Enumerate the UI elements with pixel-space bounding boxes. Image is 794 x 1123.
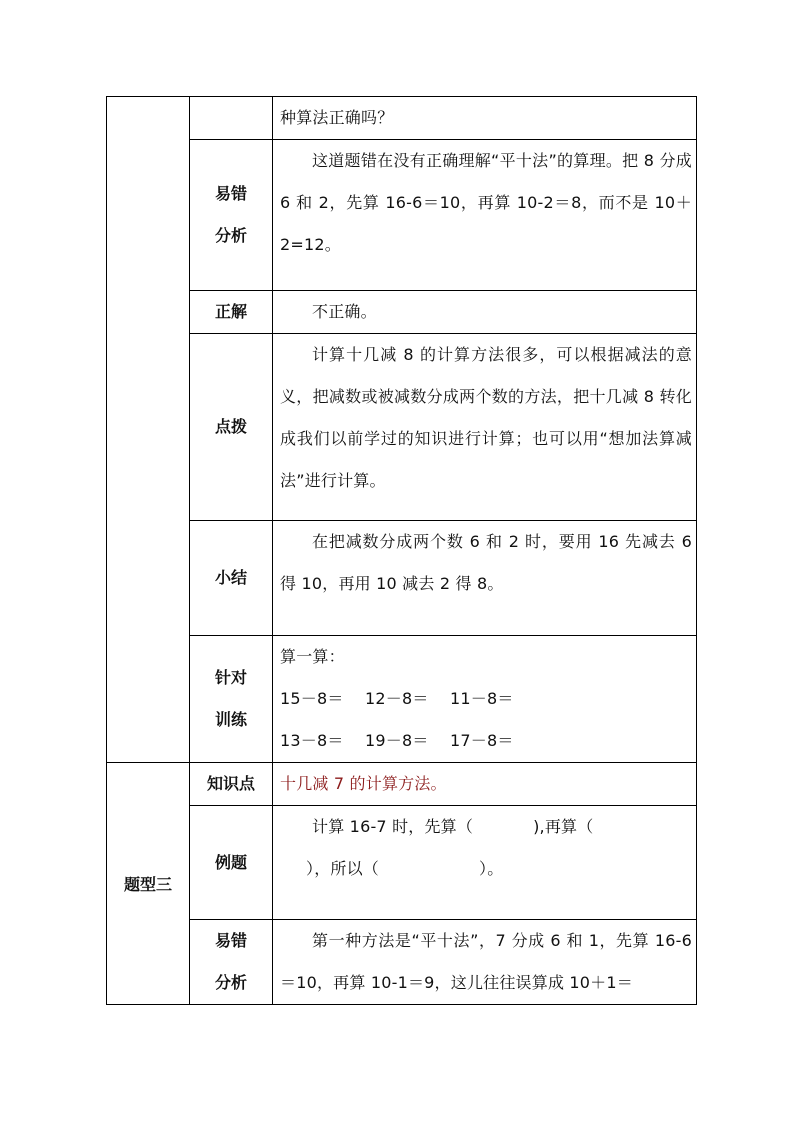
row-label-example: 例题 (190, 806, 273, 920)
table-row-practice (107, 636, 697, 763)
row-label-error-analysis (190, 140, 273, 291)
row-label-summary: 小结 (190, 521, 273, 636)
example-text: ),再算（ (533, 817, 594, 836)
question-continued-text: 种算法正确吗？ (273, 97, 697, 140)
table-row-error-analysis-3 (107, 920, 697, 1005)
summary-text: 在把减数分成两个数 6 和 2 时，要用 16 先减去 6 得 10，再用 10 减去 2 得 8。 (273, 521, 697, 636)
example-text: ），所以（ (306, 859, 380, 878)
correct-answer-text: 不正确。 (273, 291, 697, 334)
tips-text: 计算十几减 8 的计算方法很多，可以根据减法的意义，把减数或被减数分成两个数的方法，把十几减 8 转化成我们以前学过的知识进行计算；也可以用“想加法算减法”进行计算。 (273, 334, 697, 521)
row-label-error-analysis-3 (190, 920, 273, 1005)
example-content (273, 806, 697, 920)
row-label-knowledge-point: 知识点 (190, 763, 273, 806)
knowledge-point-text: 十几减 7 的计算方法。 (273, 763, 697, 806)
table-row-summary (107, 521, 697, 636)
practice-content (273, 636, 697, 763)
error-analysis-text: 这道题错在没有正确理解“平十法”的算理。把 8 分成 6 和 2，先算 16-6＝10，再算 10-2＝8，而不是 10＋2=12。 (273, 140, 697, 291)
row-label-line: 训练 (214, 710, 247, 729)
section-cell-continued (107, 97, 190, 763)
row-label-correct-answer: 正解 (190, 291, 273, 334)
row-label-tips: 点拨 (190, 334, 273, 521)
table-row-knowledge-point (107, 763, 697, 806)
example-text: ）。 (479, 859, 504, 878)
table-row-correct-answer (107, 291, 697, 334)
table-row-error-analysis (107, 140, 697, 291)
practice-intro: 算一算： (280, 647, 345, 666)
row-label-practice (190, 636, 273, 763)
example-line-2 (280, 848, 692, 890)
practice-line: 15－8＝ 12－8＝ 11－8＝ (280, 689, 514, 708)
example-text: 计算 16-7 时，先算（ (312, 817, 474, 836)
table-row-tips (107, 334, 697, 521)
row-label-empty (190, 97, 273, 140)
table-row-question-continued (107, 97, 697, 140)
table-row-example (107, 806, 697, 920)
row-label-line: 易错 (214, 184, 247, 203)
row-label-line: 易错 (214, 931, 247, 950)
practice-line: 13－8＝ 19－8＝ 17－8＝ (280, 731, 514, 750)
row-label-line: 针对 (214, 668, 247, 687)
example-line-1 (280, 806, 692, 848)
row-label-line: 分析 (214, 226, 247, 245)
error-analysis-3-text: 第一种方法是“平十法”，7 分成 6 和 1，先算 16-6＝10，再算 10-1＝9，这儿往往误算成 10＋1＝ (273, 920, 697, 1005)
row-label-line: 分析 (214, 973, 247, 992)
lesson-table (106, 96, 697, 1005)
section-label-type-three: 题型三 (107, 763, 190, 1005)
